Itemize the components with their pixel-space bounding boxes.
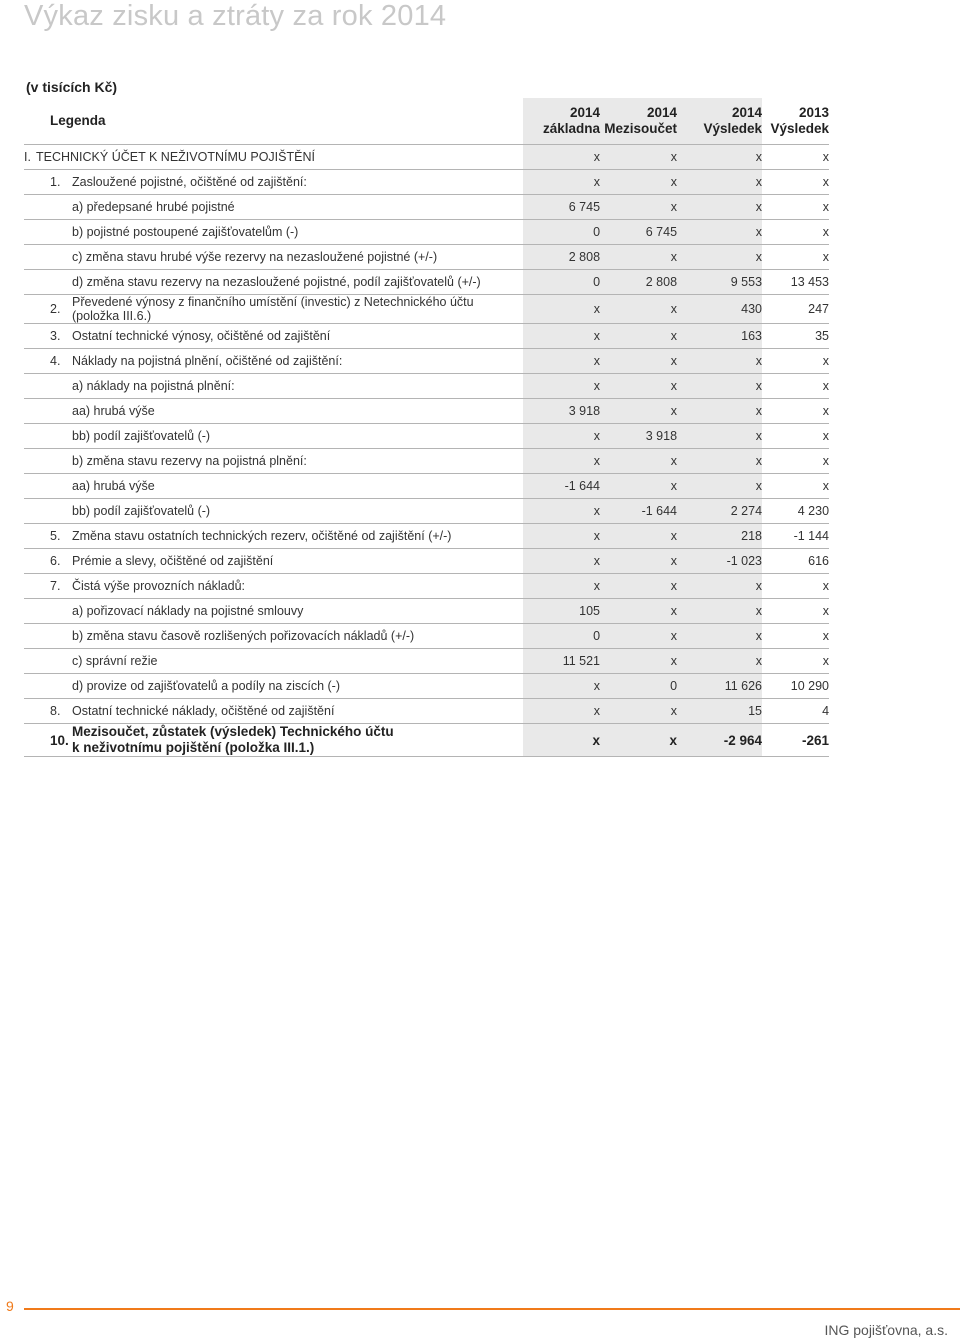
value-cell: 4 230 <box>762 499 829 524</box>
value-cell: 430 <box>677 295 762 324</box>
row-number: 5. <box>24 524 72 549</box>
row-label <box>72 549 523 574</box>
row-label <box>72 624 523 649</box>
income-statement-table <box>24 98 829 757</box>
value-cell: x <box>762 624 829 649</box>
value-cell: x <box>677 349 762 374</box>
row-label-text: b) změna stavu rezervy na pojistná plnění: <box>72 454 307 468</box>
value-cell: x <box>523 699 600 724</box>
value-cell: x <box>762 649 829 674</box>
total-row <box>24 724 829 757</box>
row-label-text: b) pojistné postoupené zajišťovatelům (-) <box>72 225 299 239</box>
row-label <box>72 474 523 499</box>
row-label-text: a) pořizovací náklady na pojistné smlouvy <box>72 604 304 618</box>
row-label <box>72 220 523 245</box>
row-label <box>72 449 523 474</box>
column-header-year: 2013 <box>798 105 830 120</box>
row-number <box>24 474 72 499</box>
value-cell: x <box>762 220 829 245</box>
value-cell: 6 745 <box>600 220 677 245</box>
table-row <box>24 474 829 499</box>
value-cell: x <box>523 574 600 599</box>
value-cell: x <box>523 295 600 324</box>
value-cell: 2 808 <box>600 270 677 295</box>
column-header-year: 2014 <box>646 105 678 120</box>
value-cell: x <box>600 649 677 674</box>
row-label-text: d) změna stavu rezervy na nezasloužené pojistné, podíl zajišťovatelů (+/-) <box>72 275 481 289</box>
row-label-text: a) předepsané hrubé pojistné <box>72 200 235 214</box>
row-number <box>24 220 72 245</box>
value-cell: 2 274 <box>677 499 762 524</box>
table-row <box>24 220 829 245</box>
table-row <box>24 524 829 549</box>
legend-header: Legenda <box>24 98 523 145</box>
table-row <box>24 574 829 599</box>
value-cell: 9 553 <box>677 270 762 295</box>
value-cell: x <box>677 424 762 449</box>
value-cell: 6 745 <box>523 195 600 220</box>
value-cell: x <box>677 399 762 424</box>
value-cell: x <box>600 170 677 195</box>
value-cell: x <box>523 524 600 549</box>
row-label-text: Čistá výše provozních nákladů: <box>72 579 246 593</box>
value-cell: 35 <box>762 324 829 349</box>
value-cell: x <box>677 145 762 170</box>
row-label <box>72 674 523 699</box>
row-label-text: b) změna stavu časově rozlišených pořizovacích nákladů (+/-) <box>72 629 415 643</box>
value-cell: x <box>600 449 677 474</box>
row-label-text: a) náklady na pojistná plnění: <box>72 379 235 393</box>
value-cell: 163 <box>677 324 762 349</box>
row-number: 1. <box>24 170 72 195</box>
row-label <box>72 374 523 399</box>
row-label <box>72 724 523 757</box>
table-row <box>24 295 829 324</box>
company-name: ING pojišťovna, a.s. <box>824 1322 948 1338</box>
value-cell: x <box>762 599 829 624</box>
value-cell: 3 918 <box>523 399 600 424</box>
table-row <box>24 245 829 270</box>
row-number <box>24 374 72 399</box>
value-cell: 105 <box>523 599 600 624</box>
row-label-text: bb) podíl zajišťovatelů (-) <box>72 504 211 518</box>
row-label-text: Zasloužené pojistné, očištěné od zajištění: <box>72 175 307 189</box>
value-cell: x <box>762 574 829 599</box>
value-cell: 218 <box>677 524 762 549</box>
row-number: 7. <box>24 574 72 599</box>
table-row <box>24 170 829 195</box>
row-number: 10. <box>24 724 72 757</box>
value-cell: x <box>523 324 600 349</box>
row-number <box>24 624 72 649</box>
value-cell: x <box>762 474 829 499</box>
value-cell: 0 <box>523 270 600 295</box>
value-cell: x <box>600 145 677 170</box>
value-cell: x <box>677 624 762 649</box>
table-row <box>24 374 829 399</box>
page-title: Výkaz zisku a ztráty za rok 2014 <box>24 0 447 32</box>
row-label <box>72 599 523 624</box>
row-number <box>24 499 72 524</box>
page-number: 9 <box>2 1298 18 1314</box>
row-label <box>72 324 523 349</box>
row-label-text: d) provize od zajišťovatelů a podíly na ziscích (-) <box>72 679 340 693</box>
unit-note: (v tisících Kč) <box>26 79 118 95</box>
value-cell: x <box>523 449 600 474</box>
row-label-text: Prémie a slevy, očištěné od zajištění <box>72 554 274 568</box>
row-label-text: Ostatní technické náklady, očištěné od zajištění <box>72 704 335 718</box>
value-cell: x <box>600 195 677 220</box>
row-label <box>72 399 523 424</box>
row-number <box>24 449 72 474</box>
value-cell: x <box>600 524 677 549</box>
value-cell: x <box>600 624 677 649</box>
value-cell: x <box>523 499 600 524</box>
value-cell: x <box>677 449 762 474</box>
table-row <box>24 599 829 624</box>
row-label-text: aa) hrubá výše <box>72 404 155 418</box>
column-header-label: základna <box>542 121 601 136</box>
value-cell: x <box>523 145 600 170</box>
value-cell: -261 <box>762 724 829 757</box>
table-row <box>24 195 829 220</box>
value-cell: x <box>523 674 600 699</box>
row-label-text: aa) hrubá výše <box>72 479 155 493</box>
row-label <box>72 524 523 549</box>
row-label <box>72 574 523 599</box>
value-cell: 4 <box>762 699 829 724</box>
table-row <box>24 674 829 699</box>
table-row <box>24 399 829 424</box>
value-cell: -1 144 <box>762 524 829 549</box>
value-cell: -1 644 <box>600 499 677 524</box>
value-cell: 616 <box>762 549 829 574</box>
row-label <box>72 649 523 674</box>
row-label-text: Mezisoučet, zůstatek (výsledek) Technického účtu <box>72 724 394 739</box>
value-cell: x <box>677 170 762 195</box>
row-label-text: Náklady na pojistná plnění, očištěné od zajištění: <box>72 354 343 368</box>
value-cell: x <box>762 349 829 374</box>
value-cell: x <box>762 399 829 424</box>
row-label-text: Změna stavu ostatních technických rezerv, očištěné od zajištění (+/-) <box>72 529 452 543</box>
value-cell: x <box>762 424 829 449</box>
row-number <box>24 674 72 699</box>
table-row <box>24 324 829 349</box>
value-cell: x <box>677 245 762 270</box>
value-cell: x <box>677 649 762 674</box>
value-cell: x <box>600 295 677 324</box>
value-cell: x <box>523 374 600 399</box>
row-number <box>24 195 72 220</box>
column-header-year: 2014 <box>731 105 763 120</box>
value-cell: x <box>762 145 829 170</box>
value-cell: x <box>600 374 677 399</box>
value-cell: 0 <box>600 674 677 699</box>
row-label-text: Převedené výnosy z finančního umístění (investic) z Netechnického účtu <box>72 295 474 309</box>
row-number <box>24 424 72 449</box>
value-cell: 247 <box>762 295 829 324</box>
row-number: 4. <box>24 349 72 374</box>
value-cell: x <box>677 599 762 624</box>
value-cell: 11 521 <box>523 649 600 674</box>
value-cell: 15 <box>677 699 762 724</box>
row-number <box>24 245 72 270</box>
row-label <box>72 499 523 524</box>
row-number <box>24 649 72 674</box>
row-label <box>72 270 523 295</box>
value-cell: 3 918 <box>600 424 677 449</box>
value-cell: -2 964 <box>677 724 762 757</box>
row-label <box>72 295 523 324</box>
row-number <box>24 270 72 295</box>
value-cell: x <box>600 474 677 499</box>
row-label-text-continued: (položka III.6.) <box>72 309 152 323</box>
value-cell: 0 <box>523 220 600 245</box>
value-cell: x <box>600 245 677 270</box>
value-cell: x <box>523 349 600 374</box>
value-cell: x <box>600 399 677 424</box>
value-cell: x <box>600 324 677 349</box>
value-cell: x <box>677 574 762 599</box>
value-cell: -1 644 <box>523 474 600 499</box>
row-label <box>72 195 523 220</box>
value-cell: x <box>600 549 677 574</box>
table-row <box>24 499 829 524</box>
value-cell: x <box>677 374 762 399</box>
value-cell: x <box>523 424 600 449</box>
value-cell: 2 808 <box>523 245 600 270</box>
column-header-label: Výsledek <box>770 121 830 136</box>
value-cell: x <box>600 574 677 599</box>
table-row <box>24 424 829 449</box>
value-cell: x <box>523 170 600 195</box>
row-number: 8. <box>24 699 72 724</box>
value-cell: x <box>600 349 677 374</box>
row-number: 2. <box>24 295 72 324</box>
column-header <box>600 98 677 145</box>
row-label <box>72 699 523 724</box>
value-cell: x <box>762 374 829 399</box>
row-label-text: bb) podíl zajišťovatelů (-) <box>72 429 211 443</box>
value-cell: 10 290 <box>762 674 829 699</box>
column-header-year: 2014 <box>569 105 601 120</box>
value-cell: x <box>762 170 829 195</box>
row-label-text: Ostatní technické výnosy, očištěné od zajištění <box>72 329 331 343</box>
row-label-text: c) správní režie <box>72 654 158 668</box>
row-number: 3. <box>24 324 72 349</box>
value-cell: -1 023 <box>677 549 762 574</box>
value-cell: x <box>600 724 677 757</box>
value-cell: 0 <box>523 624 600 649</box>
value-cell: x <box>523 549 600 574</box>
value-cell: x <box>523 724 600 757</box>
column-header-label: Mezisoučet <box>604 121 678 136</box>
table-row <box>24 624 829 649</box>
value-cell: x <box>600 699 677 724</box>
table-row <box>24 449 829 474</box>
table-header-row <box>24 98 829 145</box>
column-header <box>677 98 762 145</box>
row-number <box>24 599 72 624</box>
table-row <box>24 145 829 170</box>
row-label <box>72 170 523 195</box>
row-number: I. <box>24 150 31 164</box>
row-number: 6. <box>24 549 72 574</box>
value-cell: x <box>600 599 677 624</box>
value-cell: x <box>762 449 829 474</box>
row-number <box>24 399 72 424</box>
row-label <box>72 245 523 270</box>
footer-rule <box>24 1308 960 1310</box>
table-row <box>24 549 829 574</box>
value-cell: x <box>677 195 762 220</box>
table-row <box>24 699 829 724</box>
value-cell: 11 626 <box>677 674 762 699</box>
row-label <box>72 349 523 374</box>
column-header <box>762 98 829 145</box>
row-label-text-continued: k neživotnímu pojištění (položka III.1.) <box>72 740 315 755</box>
table-row <box>24 270 829 295</box>
column-header <box>523 98 600 145</box>
row-label-text: TECHNICKÝ ÚČET K NEŽIVOTNÍMU POJIŠTĚNÍ <box>36 150 315 164</box>
value-cell: 13 453 <box>762 270 829 295</box>
row-label-text: c) změna stavu hrubé výše rezervy na nezasloužené pojistné (+/-) <box>72 250 438 264</box>
value-cell: x <box>677 474 762 499</box>
value-cell: x <box>762 195 829 220</box>
value-cell: x <box>762 245 829 270</box>
table-row <box>24 349 829 374</box>
row-label <box>24 145 523 170</box>
column-header-label: Výsledek <box>703 121 763 136</box>
row-label <box>72 424 523 449</box>
value-cell: x <box>677 220 762 245</box>
table-row <box>24 649 829 674</box>
